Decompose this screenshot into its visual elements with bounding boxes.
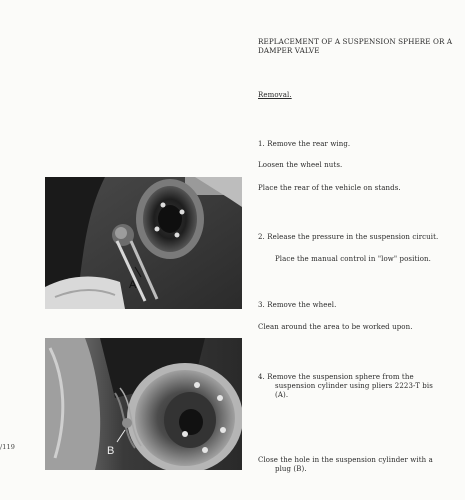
- step-2-line-2: Place the manual control in "low" position.: [275, 255, 431, 263]
- photo-label-b: B: [107, 445, 115, 457]
- photo-cylinder-plug: [45, 338, 242, 470]
- step-4: 4. Remove the suspension sphere from the: [258, 373, 414, 381]
- page-number: /119: [0, 443, 15, 451]
- photo-label-a: A: [129, 279, 137, 291]
- step-2: 2. Release the pressure in the suspension circuit.: [258, 233, 439, 241]
- step-5-line-2: plug (B).: [275, 465, 307, 473]
- step-1: 1. Remove the rear wing.: [258, 140, 351, 148]
- step-3-line-2: Clean around the area to be worked upon.: [258, 323, 413, 331]
- step-1-line-2: Loosen the wheel nuts.: [258, 161, 343, 169]
- step-5: Close the hole in the suspension cylinder with a: [258, 456, 433, 464]
- step-3: 3. Remove the wheel.: [258, 301, 337, 309]
- step-4-line-2: suspension cylinder using pliers 2223-T bis: [275, 382, 433, 390]
- step-1-line-3: Place the rear of the vehicle on stands.: [258, 184, 401, 192]
- section-heading-removal: Removal.: [258, 91, 292, 99]
- photo-sphere-removal: [45, 177, 242, 309]
- step-4-line-3: (A).: [275, 391, 289, 399]
- document-title: REPLACEMENT OF A SUSPENSION SPHERE OR A DAMPER VALVE: [258, 37, 453, 55]
